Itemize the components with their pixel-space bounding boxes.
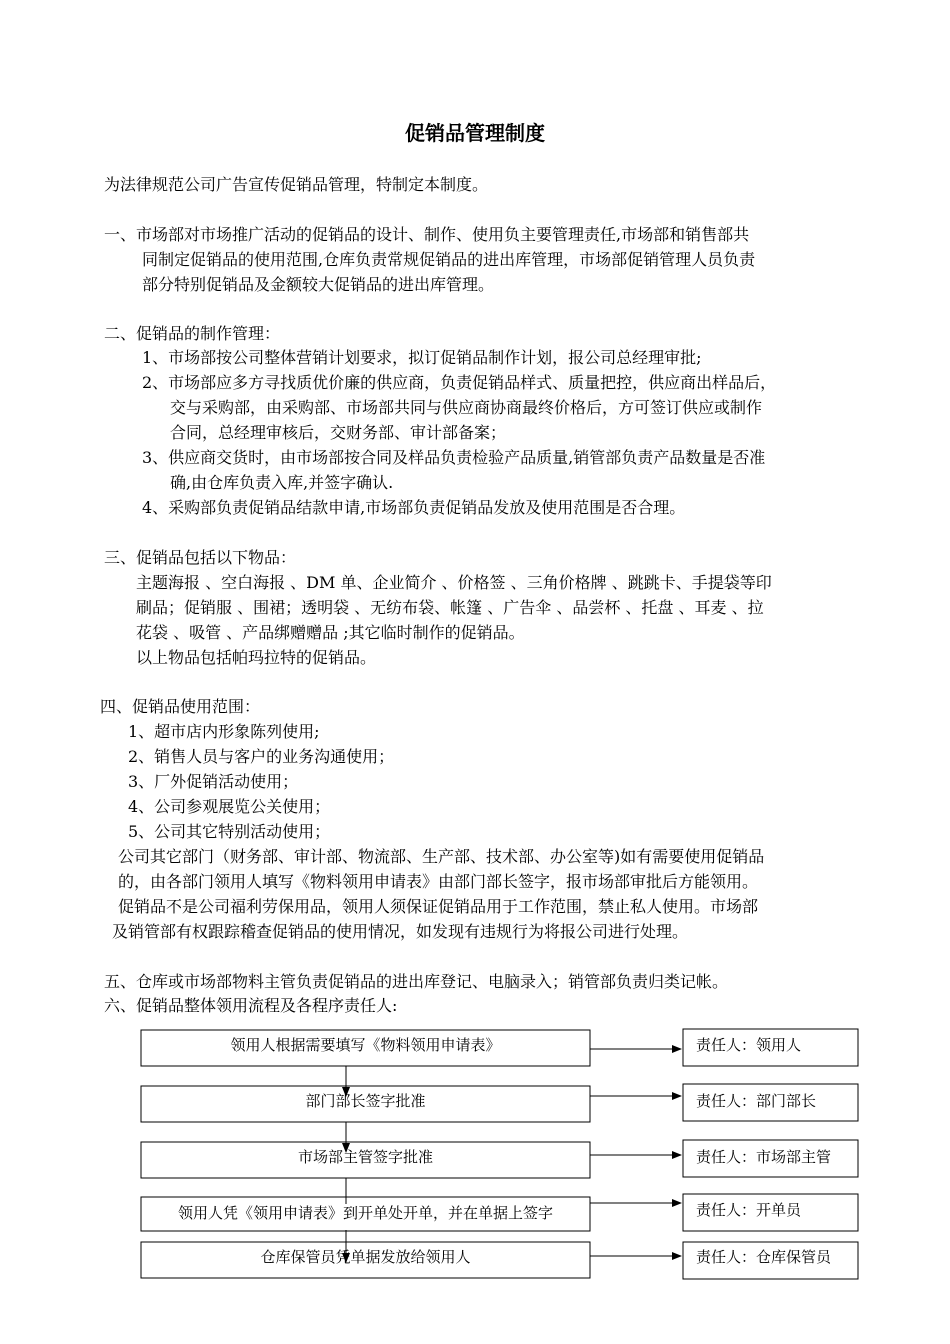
responsible-label: 责任人：仓库保管员: [696, 1248, 832, 1266]
responsible-label: 责任人：部门部长: [696, 1092, 817, 1110]
section3-line: 刷品；促销服 、围裙；透明袋 、无纺布袋、帐篷 、广告伞 、品尝杯 、托盘 、耳麦 、拉: [136, 598, 764, 617]
section1-line: 一、市场部对市场推广活动的促销品的设计、制作、使用负主要管理责任,市场部和销售部共: [104, 225, 750, 244]
section4-item: 4、公司参观展览公关使用；: [128, 797, 331, 816]
section2-heading: 二、促销品的制作管理：: [104, 324, 281, 343]
section1-line: 部分特别促销品及金额较大促销品的进出库管理。: [142, 275, 495, 294]
section2-line: 1、市场部按公司整体营销计划要求，拟订促销品制作计划，报公司总经理审批;: [142, 348, 702, 367]
flow-step-label: 领用人根据需要填写《物料领用申请表》: [230, 1036, 501, 1054]
section2-line: 2、市场部应多方寻找质优价廉的供应商，负责促销品样式、质量把控，供应商出样品后，: [142, 373, 777, 392]
flow-step-label: 领用人凭《领用申请表》到开单处开单，并在单据上签字: [177, 1204, 553, 1222]
section4-item: 2、销售人员与客户的业务沟通使用；: [128, 747, 395, 766]
section5-text: 五、仓库或市场部物料主管负责促销品的进出库登记、电脑录入；销管部负责归类记帐。: [104, 972, 729, 991]
responsible-label: 责任人：领用人: [696, 1036, 802, 1054]
section2-line: 3、供应商交货时，由市场部按合同及样品负责检验产品质量,销管部负责产品数量是否准: [142, 448, 766, 467]
section4-item: 5、公司其它特别活动使用；: [128, 822, 331, 841]
section3-line: 花袋 、吸管 、产品绑赠赠品 ;其它临时制作的促销品。: [136, 623, 525, 642]
responsible-label: 责任人：开单员: [696, 1201, 802, 1219]
section2-line: 合同，总经理审核后，交财务部、审计部备案；: [170, 423, 507, 442]
section4-heading: 四、促销品使用范围：: [100, 697, 261, 716]
section2-line: 4、采购部负责促销品结款申请,市场部负责促销品发放及使用范围是否合理。: [142, 498, 686, 517]
page-title: 促销品管理制度: [405, 121, 545, 145]
section3-heading: 三、促销品包括以下物品：: [104, 548, 297, 567]
section2-line: 交与采购部，由采购部、市场部共同与供应商协商最终价格后，方可签订供应或制作: [170, 398, 763, 417]
section4-paragraph-line: 及销管部有权跟踪稽查促销品的使用情况，如发现有违规行为将报公司进行处理。: [112, 922, 689, 941]
section3-line: 主题海报 、空白海报 、DM 单、企业简介 、价格签 、三角价格牌 、跳跳卡、手提袋等印: [136, 573, 772, 592]
section4-paragraph-line: 的，由各部门领用人填写《物料领用申请表》由部门部长签字，报市场部审批后方能领用。: [118, 872, 759, 891]
section6-heading: 六、促销品整体领用流程及各程序责任人:: [104, 996, 398, 1015]
section1-line: 同制定促销品的使用范围,仓库负责常规促销品的进出库管理，市场部促销管理人员负责: [142, 250, 756, 269]
section3-line: 以上物品包括帕玛拉特的促销品。: [136, 648, 377, 667]
flow-step-label: 部门部长签字批准: [305, 1092, 426, 1110]
responsible-label: 责任人：市场部主管: [696, 1148, 832, 1166]
flow-step-label: 市场部主管签字批准: [297, 1148, 433, 1166]
section4-item: 1、超市店内形象陈列使用;: [128, 722, 320, 741]
flow-step-label: 仓库保管员凭单据发放给领用人: [260, 1248, 471, 1266]
section4-paragraph-line: 促销品不是公司福利劳保用品，领用人须保证促销品用于工作范围，禁止私人使用。市场部: [118, 897, 759, 916]
section2-line: 确,由仓库负责入库,并签字确认.: [170, 473, 394, 492]
section4-item: 3、厂外促销活动使用；: [128, 772, 299, 791]
section4-paragraph-line: 公司其它部门（财务部、审计部、物流部、生产部、技术部、办公室等)如有需要使用促销品: [118, 847, 765, 866]
intro-text: 为法律规范公司广告宣传促销品管理，特制定本制度。: [104, 175, 489, 194]
